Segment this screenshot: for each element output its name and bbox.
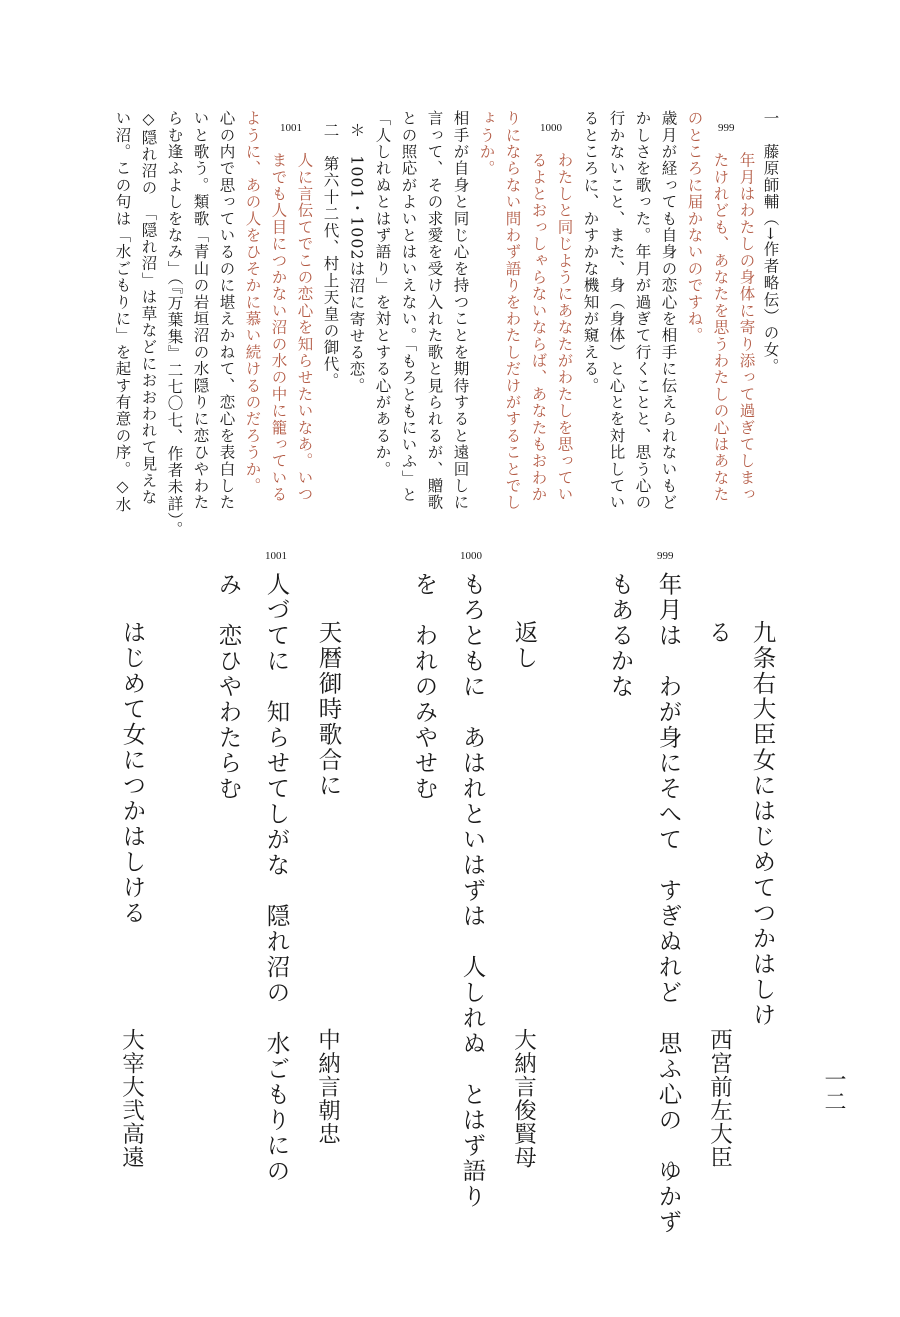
- poem-999-author: 西宮前左大臣: [706, 1028, 733, 1169]
- poem-1001-heading: 天暦御時歌合に: [314, 620, 343, 799]
- poem-1001-number: 1001: [265, 550, 287, 562]
- poem-1000-heading: 返し: [510, 620, 539, 671]
- note-1000-number: 1000: [540, 122, 562, 134]
- note-999-comment-3: 行かないこと、また、身（身体）と心とを対比してい: [607, 110, 626, 511]
- note-1001-translation-1: 人に言伝てでこの恋心を知らせたいなあ。いつ: [295, 152, 314, 503]
- note-999-number: 999: [718, 122, 735, 134]
- note-1001-comment-3: らむ逢ふよしをなみ」（『万葉集』二七〇七、作者未詳）。: [165, 110, 184, 538]
- poem-999-heading-cont: る: [704, 620, 733, 646]
- note-999-translation-2: たけれども、あなたを思うわたしの心はあなた: [711, 152, 730, 503]
- note-999-comment-2: かしさを歌った。年月が過ぎて行くことと、思う心の: [633, 110, 652, 511]
- poem-1001-line-2: み 恋ひやわたらむ: [214, 572, 243, 802]
- note-1000-comment-1: 相手が自身と同じ心を持つことを期待すると遠回しに: [451, 110, 470, 511]
- note-1001-translation-2: までも人目につかない沼の水の中に籠っている: [269, 152, 288, 503]
- note-2: 二 第六十二代、村上天皇の御代。: [321, 122, 340, 390]
- note-1000-comment-3: との照応がよいとはいえない。「もろともにいふ」と: [399, 110, 418, 504]
- poem-999-line-1: 年月は わが身にそへて すぎぬれど 思ふ心の ゆかず: [654, 572, 683, 1235]
- note-1000-comment-4: 「人しれぬとはず語り」を対とする心があるか。: [373, 110, 392, 478]
- note-1001-comment-2: いと歌う。類歌「青山の岩垣沼の水隠りに恋ひやわた: [191, 110, 210, 511]
- note-1: 一 藤原師輔（→作者略伝）の女。: [761, 110, 780, 375]
- note-999-translation-3: のところに届かないのですね。: [685, 110, 704, 344]
- poem-1001-line-1: 人づてに 知らせてしがな 隠れ沼の 水ごもりにの: [262, 572, 291, 1184]
- poem-1000-author: 大納言俊賢母: [510, 1028, 537, 1169]
- note-1001-number: 1001: [280, 122, 302, 134]
- poem-999-line-2: もあるかな: [606, 572, 635, 700]
- note-1000-translation-4: ょうか。: [477, 110, 496, 177]
- note-1001-translation-3: ように、あの人をひそかに慕い続けるのだろうか。: [243, 110, 262, 495]
- poem-1000-line-2: を われのみやせむ: [410, 572, 439, 802]
- poem-1001-author: 中納言朝忠: [314, 1028, 341, 1146]
- note-1000-comment-2: 言って、その求愛を受け入れた歌と見られるが、贈歌: [425, 110, 444, 511]
- note-1001-comment-5: い沼。この句は「水ごもりに」を起す有意の序。◇水: [113, 110, 132, 514]
- note-1000-translation-3: りにならない問わず語りをわたしだけがすることでし: [503, 110, 522, 511]
- page-number: 一二: [821, 1068, 846, 1112]
- poem-1000-line-1: もろともに あはれといはずは 人しれぬ とはず語り: [458, 572, 487, 1210]
- note-1001-comment-1: 心の内で思っているのに堪えかねて、恋心を表白した: [217, 110, 236, 511]
- note-1001-comment-4: ◇隠れ沼の 「隠れ沼」は草などにおおわれて見えな: [139, 110, 158, 506]
- note-1000-translation-1: わたしと同じようにあなたがわたしを思ってい: [555, 152, 574, 503]
- note-1000-translation-2: るよとおっしゃらないならば、あなたもおわか: [529, 152, 548, 503]
- note-999-translation-1: 年月はわたしの身体に寄り添って過ぎてしまっ: [737, 152, 756, 503]
- poem-1000-number: 1000: [460, 550, 482, 562]
- note-999-comment-1: 歳月が経っても自身の恋心を相手に伝えられないもど: [659, 110, 678, 511]
- note-999-comment-4: るところに、かすかな機知が窺える。: [581, 110, 600, 394]
- poem-999-number: 999: [657, 550, 674, 562]
- note-star: ＊ 1001・1002は沼に寄せる恋。: [347, 122, 366, 395]
- poem-1002-author: 大宰大弐高遠: [118, 1028, 145, 1169]
- poem-1002-heading: はじめて女につかはしける: [118, 620, 147, 926]
- poem-999-heading: 九条右大臣女にはじめてつかはしけ: [748, 620, 777, 1028]
